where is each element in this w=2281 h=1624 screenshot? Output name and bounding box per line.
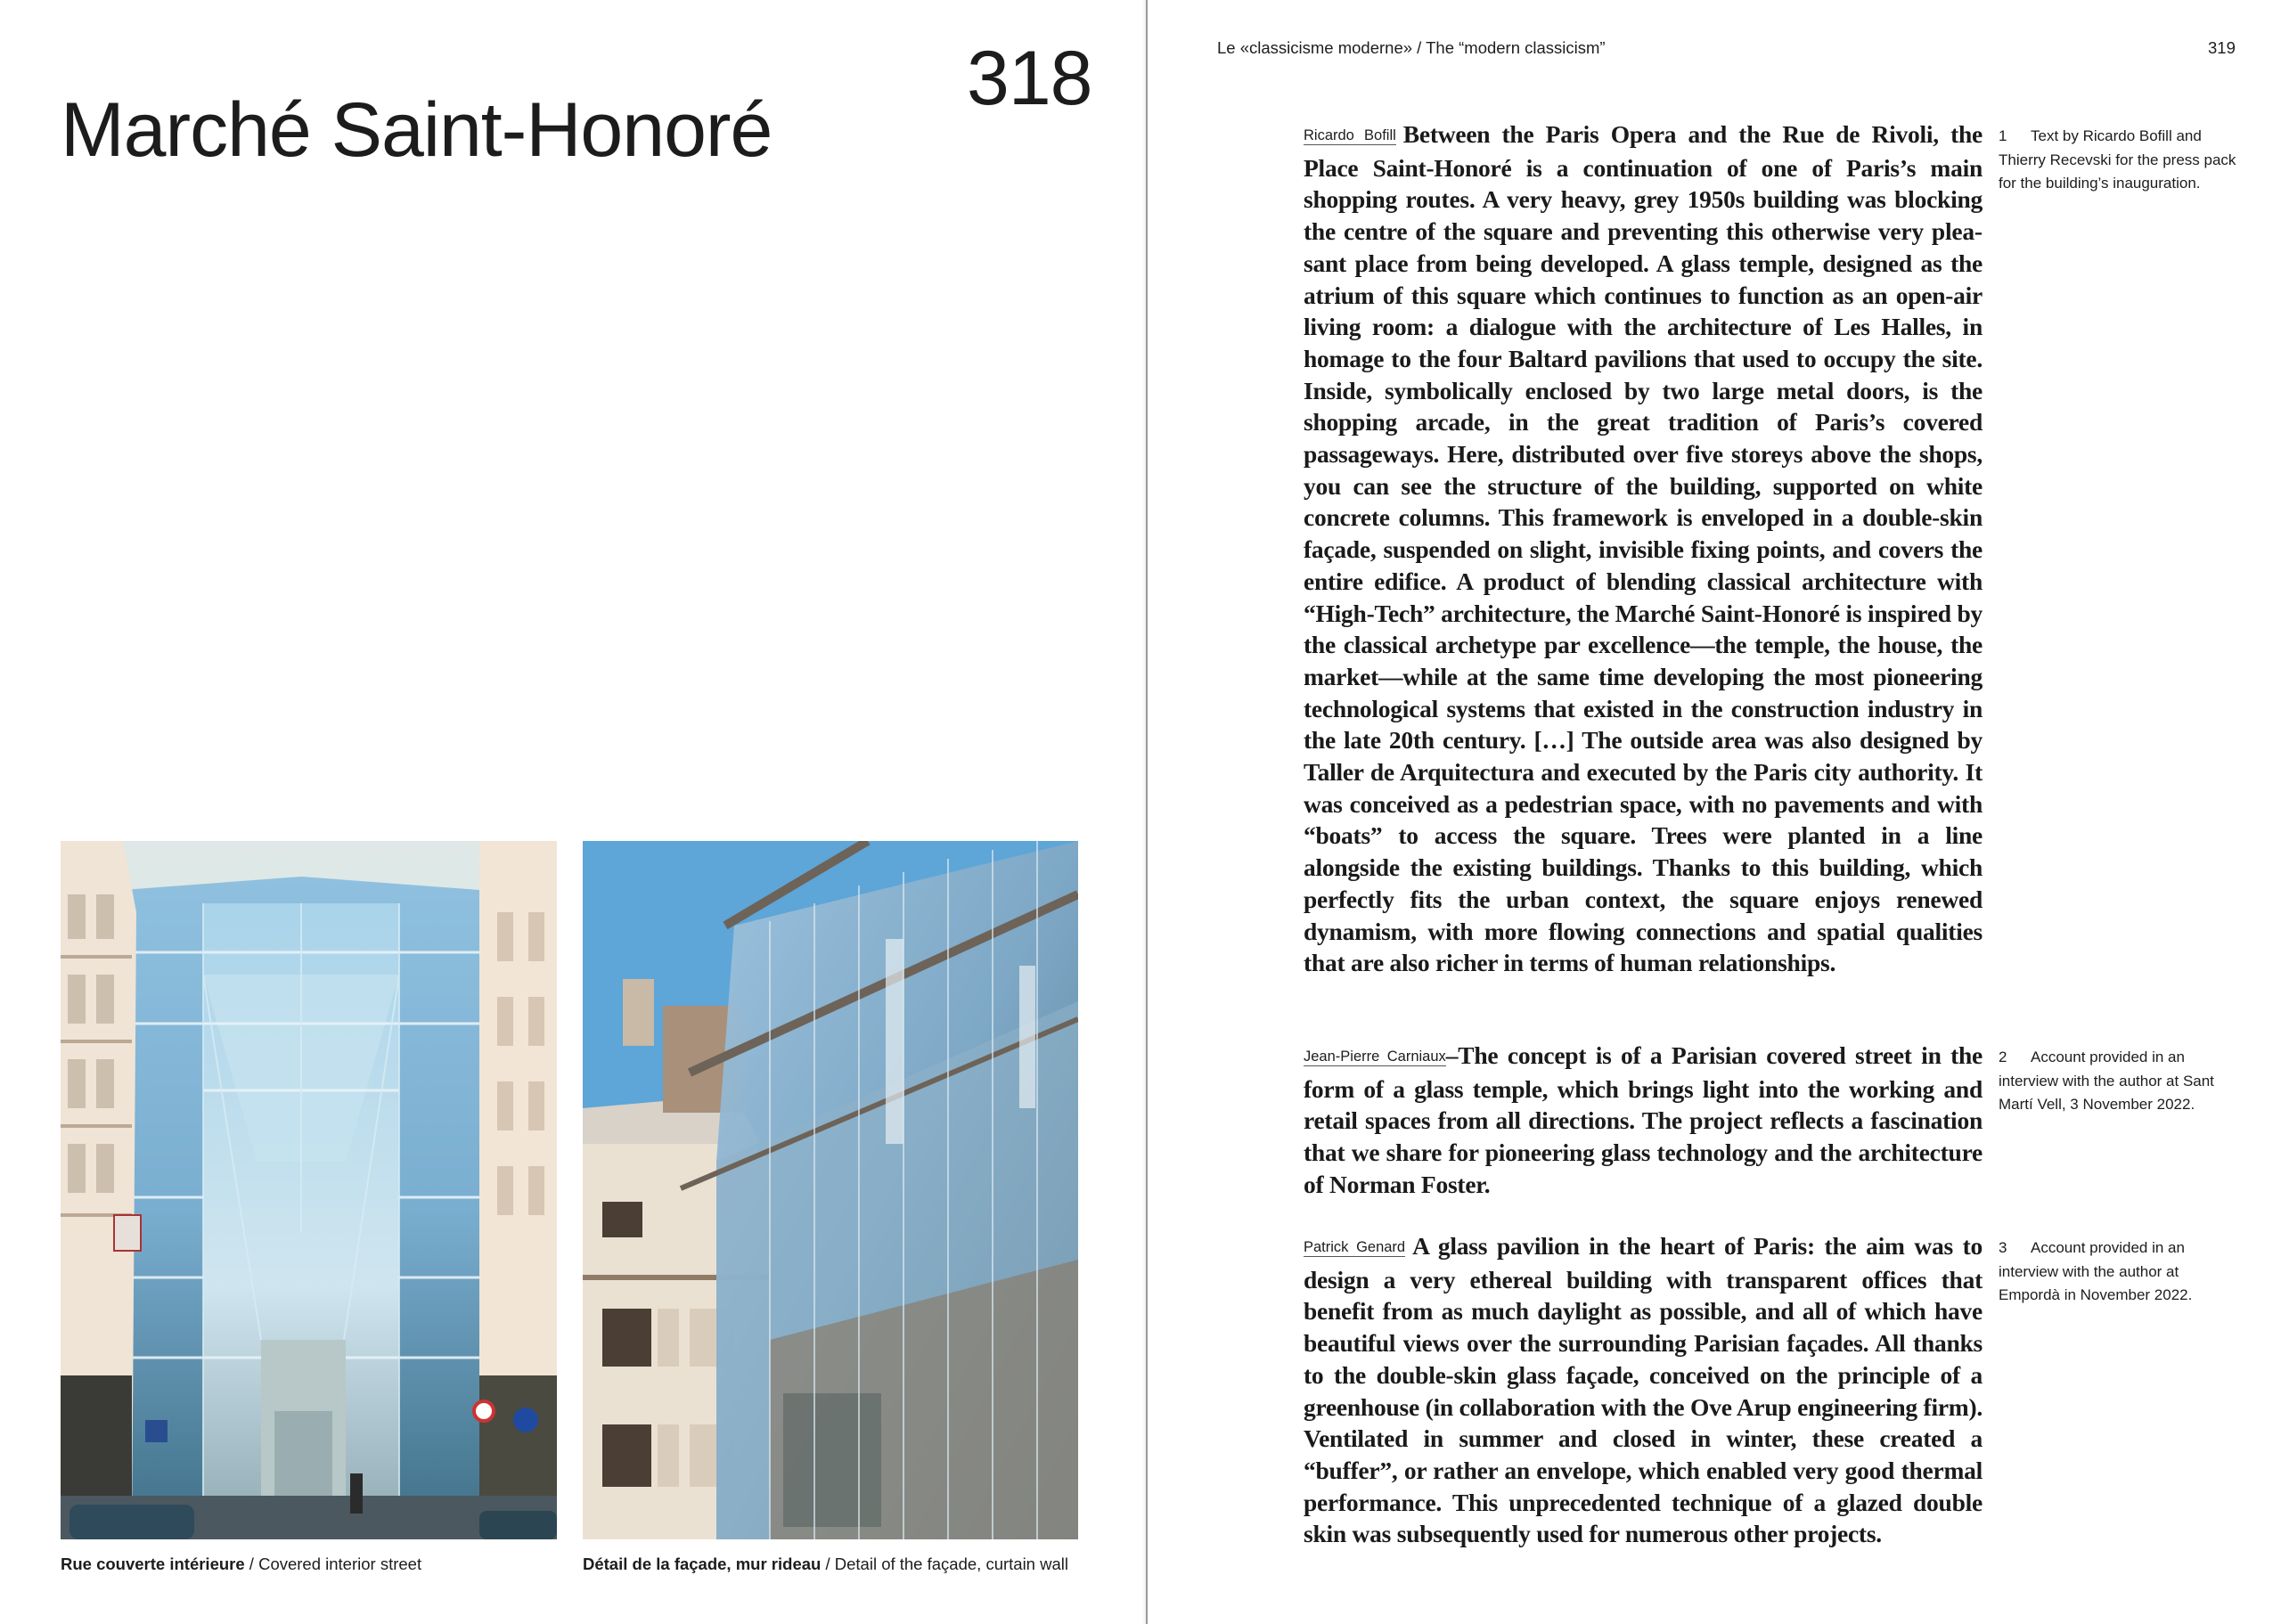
running-head: Le «classicisme moderne» / The “modern classicism” (1217, 38, 1606, 57)
quote-block (1304, 118, 1983, 979)
quote-text: The concept is of a Parisian covered street in the form of a glass temple, which brings light into the working and retail spaces from all directions. The project reflects a fascination that we share for pioneering glass technology and the architecture of Norman Foster. (1304, 1041, 1983, 1198)
caption-english: Detail of the façade, curtain wall (834, 1555, 1068, 1573)
caption-english: Covered interior street (258, 1555, 422, 1573)
caption-separator: / (244, 1555, 259, 1573)
footnote (1999, 125, 2239, 196)
quote-text: A glass pavilion in the heart of Paris: the aim was to design a very ethereal building with transparent offices that benefit from as much daylight as possible, and all of which have beautiful views over the surrounding Parisian façades. All thanks to the double-skin glass façade, conceived on the principle of a greenhouse (in collaboration with the Ove Arup engineering firm). Ventilated in summer and closed in winter, these created a “buffer”, or rather an envelope, which enabled very good thermal performance. This unprecedented technique of a glazed double skin was subsequently used for numerous other projects. (1304, 1232, 1983, 1548)
footnote-text: Account provided in an interview with the author at Sant Martí Vell, 3 November 2022. (1999, 1049, 2214, 1113)
footnote-number: 1 (1999, 127, 2007, 144)
photo-image (583, 841, 1078, 1539)
photo-image (61, 841, 557, 1539)
speaker-name: Ricardo Bofill (1304, 127, 1396, 143)
caption-french: Rue couverte intérieure (61, 1555, 245, 1573)
footnote (1999, 1046, 2239, 1117)
footnote-text: Account provided in an interview with the author at Empordà in November 2022. (1999, 1239, 2193, 1303)
photo-caption (583, 1554, 1068, 1575)
page-title: Marché Saint-Honoré (61, 86, 773, 173)
footnote-number: 2 (1999, 1049, 2007, 1065)
footnote-text: Text by Ricardo Bofill and Thierry Recevski for the press pack for the building’s inauguration. (1999, 127, 2236, 192)
page-gutter-divider (1146, 0, 1148, 1624)
photo-facade-detail (583, 841, 1078, 1539)
page-number-left: 318 (967, 36, 1092, 121)
photo-caption (61, 1554, 421, 1575)
footnote (1999, 1236, 2239, 1308)
photo-covered-interior-street (61, 841, 557, 1539)
speaker-dash: – (1445, 1041, 1459, 1069)
caption-french: Détail de la façade, mur rideau (583, 1555, 822, 1573)
quote-block (1304, 1230, 1983, 1550)
speaker-name: Patrick Genard (1304, 1239, 1406, 1255)
page-number-right: 319 (2208, 38, 2236, 57)
quote-block (1304, 1040, 1983, 1201)
footnote-number: 3 (1999, 1239, 2007, 1256)
caption-separator: / (821, 1555, 835, 1573)
speaker-name: Jean-Pierre Carniaux (1304, 1049, 1446, 1065)
quote-text: Between the Paris Opera and the Rue de Rivoli, the Place Saint-Honoré is a continuation of one of Paris’s main shopping routes. A very heavy, grey 1950s building was blocking the centre of the square and preventing this otherwise very pleasant place from being developed. A glass temple, designed as the atrium of this square which continues to function as an open-air living room: a dialogue with the architecture of Les Halles, in homage to the four Baltard pavilions that used to occupy the site. Inside, symbolically enclosed by two large metal doors, is the shopping arcade, in the great tradition of Paris’s covered passageways. Here, distributed over five storeys above the shops, you can see the structure of the building, supported on white concrete columns. This framework is enveloped in a double-skin façade, suspended on slight, invisible fixing points, and covers the entire edifice. A product of blending classical architecture with “High-Tech” architecture, the Marché Saint-Honoré is inspired by the classical archetype par excellence—the temple, the house, the market—while at the same time developing the most pioneering technological systems that existed in the construction industry in the late 20th century. […] The outside area was also designed by Taller de Arquitectura and executed by the Paris city authority. It was conceived as a pedestrian space, with no pavements and with “boats” to access the square. Trees were planted in a line alongside the existing buildings. Thanks to this building, which perfectly fits the urban context, the square enjoys renewed dynamism, with more flowing connections and spatial qualities that are also richer in terms of human relationships. (1304, 120, 1983, 977)
